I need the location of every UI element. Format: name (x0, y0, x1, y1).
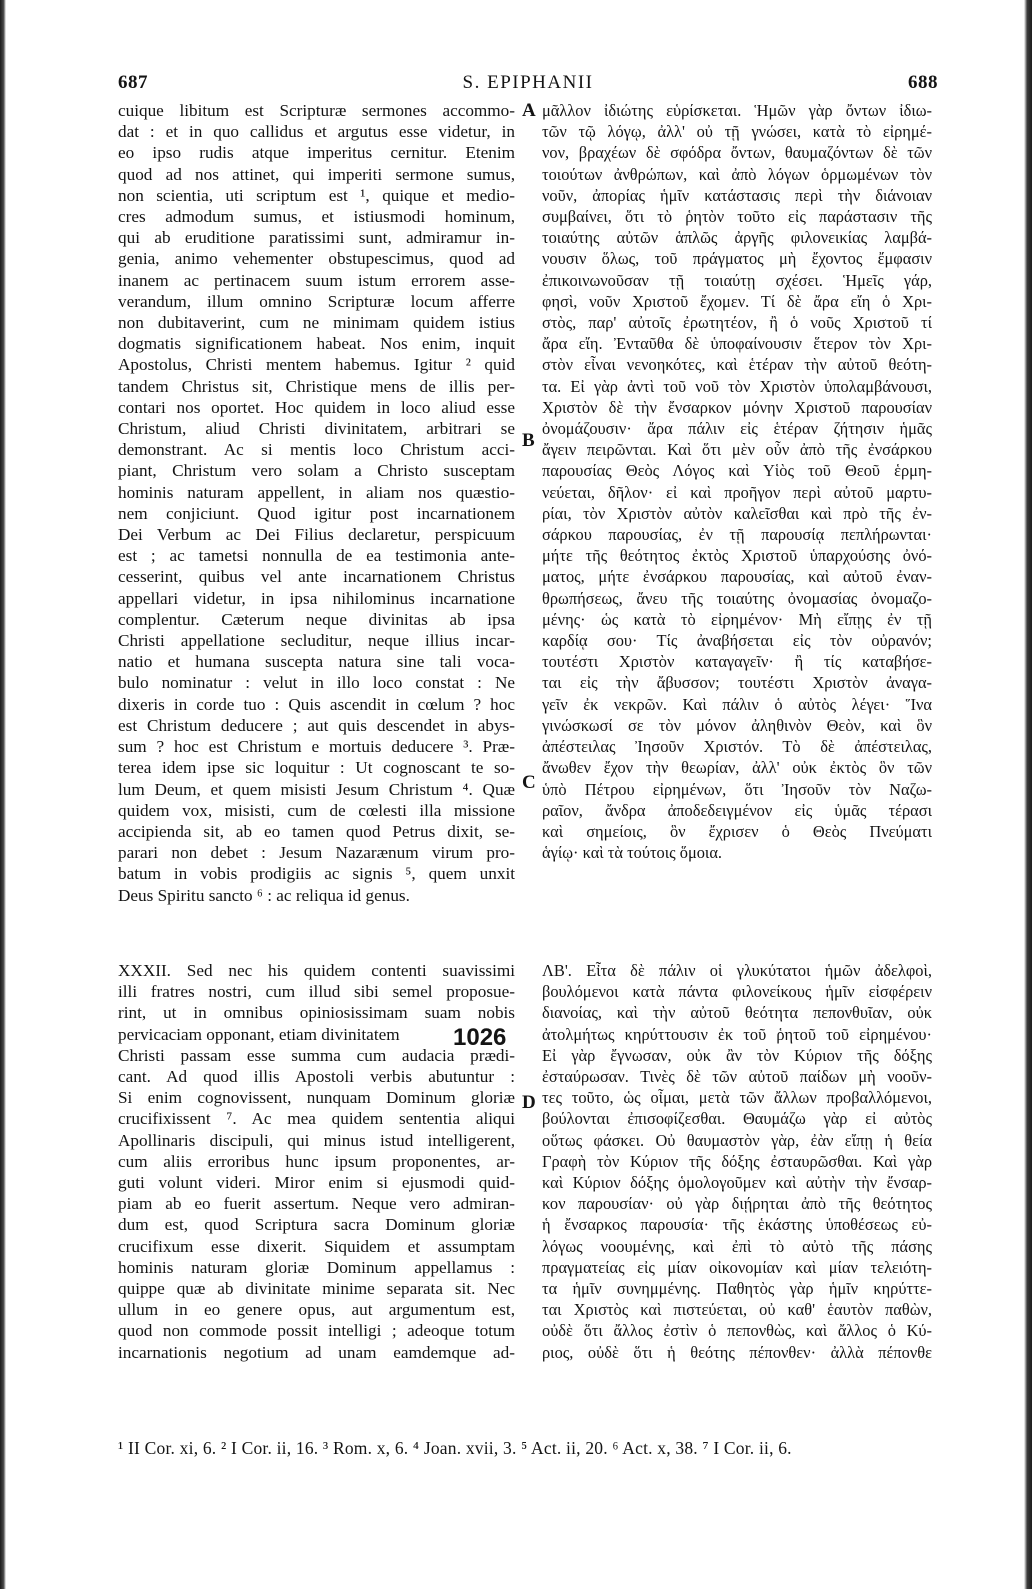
text-line: ἐσταύρωσαν. Τινὲς δὲ τῶν αὐτοῦ παίδων μὴ νοοῦν- (542, 1067, 932, 1087)
text-line: non scientia, uti scriptum est ¹, quique et medio- (118, 185, 515, 205)
text-line: βουλόμενοι κατὰ πάντα φιλονείκους ἡμῖν εἰσφέρειν (542, 982, 932, 1002)
latin-column-top (118, 100, 515, 906)
text-line: σάρκου παρουσίας, ἐν τῇ παρουσίᾳ πεπλήρωνται· (542, 525, 932, 545)
text-line: non dubitaverint, cum ne minimam quidem istius (118, 313, 515, 333)
text-line: λόγως νοουμένης, καὶ ἐπὶ τὸ αὐτὸ τῆς πάσης (542, 1236, 932, 1256)
text-line: συμβαίνει, ὅτι τὸ ῥητὸν τοῦτο εἰς παράστασιν τῆς (542, 207, 932, 227)
text-line: οὕτως φάσκει. Οὐ θαυμαστὸν γὰρ, ἐὰν εἴπῃ ἡ θεία (542, 1130, 932, 1150)
text-line: cum aliis erroribus hunc ipsum proponentes, ar- (118, 1151, 515, 1171)
text-line: appellari videtur, in ipsa nihilominus incarnatione (118, 588, 515, 608)
text-line: φησὶ, νοῦν Χριστοῦ ἔχομεν. Τί δὲ ἄρα εἴη ὁ Χρι- (542, 291, 932, 311)
text-line: incarnationis negotium ad unam eamdemque ad- (118, 1342, 515, 1362)
text-line: XXXII. Sed nec his quidem contenti suavissimi (118, 961, 515, 980)
text-line: cres admodum sumus, et istiusmodi hominum, (118, 207, 515, 227)
text-line: Apostolus, Christi mentem habemus. Igitur ² quid (118, 355, 515, 375)
text-line: genia, animo vehementer obstupescimus, quod ad (118, 249, 515, 269)
text-line: cant. Ad quod illis Apostoli verbis abutuntur : (118, 1067, 515, 1087)
text-line: Christi passam esse summa cum audacia prædi- (118, 1045, 515, 1065)
text-line: hominis naturam gloriæ Dominum appellamus : (118, 1257, 515, 1277)
text-line: est ; ac tametsi nonnulla de ea testimonia ante- (118, 546, 515, 566)
margin-marker-c: C (522, 772, 536, 793)
text-line: Γραφὴ τὸν Κύριον τῆς δόξης ἐσταυρῶσθαι. Καὶ γὰρ (542, 1151, 932, 1171)
text-line: μένης· ὡς κατὰ τὸ εἰρημένον· Μὴ εἴπῃς ἐν τῇ (542, 609, 932, 629)
text-line: ἀτολμήτως κηρύττουσιν ἐκ τοῦ ῥητοῦ τοῦ εἰρημένου· (542, 1024, 932, 1044)
text-line: νοῦν, ἀπορίας ἡμῖν κατάστασις περὶ τὴν διάνοιαν (542, 185, 932, 205)
text-line: Εἰ γὰρ ἔγνωσαν, οὐκ ἂν τὸν Κύριον τῆς δόξης (542, 1045, 932, 1065)
text-line: hominis naturam appellent, in aliam nos quæstio- (118, 482, 515, 502)
text-line: dogmatis significationem habeat. Nos enim, inquit (118, 334, 515, 354)
greek-column-top (542, 100, 932, 863)
text-line: Χριστὸν δὲ τὴν ἔνσαρκον μόνην Χριστοῦ παρουσίαν (542, 397, 932, 417)
text-line: quippe quæ ab divinitate minime separata sit. Nec (118, 1279, 515, 1299)
text-line: quidem vox, misisti, cum de cœlesti illa missione (118, 800, 515, 820)
text-line: Christum, aliud Christi divinitatem, arbitrari se (118, 419, 515, 439)
footnotes: ¹ II Cor. xi, 6. ² I Cor. ii, 16. ³ Rom. x, 6. ⁴ Joan. xvii, 3. ⁵ Act. ii, 20. ⁶ Act. x, 38. ⁷ I Cor. ii, 6. (118, 1438, 792, 1458)
text-line: μᾶλλον ἰδιώτης εὑρίσκεται. Ἡμῶν γὰρ ὄντων ἰδιω- (542, 101, 932, 120)
latin-column-bottom (118, 960, 515, 1363)
text-line: guti volunt videri. Miror enim si ejusmodi quid- (118, 1173, 515, 1193)
text-line: demonstrant. Ac si mentis loco Christum acci- (118, 440, 515, 460)
text-line: quod non commode possit intelligi ; adeoque totum (118, 1321, 515, 1341)
text-line: verandum, illum omnino Scripturæ locum afferre (118, 291, 515, 311)
text-line: ὀνομάζουσιν· ἄρα πάλιν εἰς ἑτέραν ζήτησιν ἡμᾶς (542, 419, 932, 439)
text-line: cuique libitum est Scripturæ sermones accommo- (118, 101, 515, 120)
text-line: Apollinaris discipuli, qui minus istud intelligerent, (118, 1130, 515, 1150)
text-line: ἀπέστειλας Ἰησοῦν Χριστόν. Τὸ δὲ ἀπέστειλας, (542, 737, 932, 757)
text-line: οὐδὲ ὅτι ἄλλος ἐστὶν ὁ πεπονθὼς, καὶ ἄλλος ὁ Κύ- (542, 1321, 932, 1341)
scan-shadow-left (0, 0, 6, 1589)
text-line: τες τοῦτο, ὡς οἶμαι, μετὰ τῶν ἄλλων προβαλλόμενοι, (542, 1088, 932, 1108)
text-line: πραγματείας εἰς μίαν οἰκονομίαν καὶ μίαν τελειότη- (542, 1257, 932, 1277)
text-line: Deus Spiritu sancto ⁶ : ac reliqua id genus. (118, 885, 410, 905)
text-line: ριος, οὐδὲ ὅτι ἡ θεότης πέπονθεν· ἀλλὰ πέπονθε (542, 1342, 932, 1362)
text-line: βούλονται ἐπισοφίζεσθαι. Θαυμάζω γὰρ εἰ αὐτὸς (542, 1109, 932, 1129)
text-line: tandem Christus sit, Christique mens de illis per- (118, 376, 515, 396)
margin-marker-a: A (522, 100, 536, 121)
text-line: ἄνωθεν ἔχον τὴν θεωρίαν, ἀλλ' οὐκ ἐκτὸς ὃν τῶν (542, 758, 932, 778)
text-line: Christi appellatione secluditur, neque illius incar- (118, 631, 515, 651)
text-line: ρίαι, τὸν Χριστὸν αὐτὸν καλεῖσθαι καὶ πρὸ τῆς ἐν- (542, 503, 932, 523)
running-header (118, 72, 938, 98)
text-line: ἡ ἔνσαρκος παρουσία· τῆς ἑκάστης ὑποθέσεως εὐ- (542, 1215, 932, 1235)
margin-marker-d: D (522, 1092, 536, 1113)
text-line: rint, ut in omnibus opiniosissimam suam nobis (118, 1003, 515, 1023)
greek-column-bottom (542, 960, 932, 1363)
text-line: μήτε τῆς θεότητος ἐκτὸς Χριστοῦ ὑπαρχούσης ὀνό- (542, 546, 932, 566)
text-line: στὸν εἶναι νενοηκότες, καὶ ἑτέραν τὴν αὐτοῦ θεότη- (542, 355, 932, 375)
text-line: dat : et in quo callidus et argutus esse videtur, in (118, 122, 515, 142)
text-line: illi fratres nostri, cum illud sibi semel proposue- (118, 982, 515, 1002)
text-line: dum est, quod Scriptura sacra Dominum gloriæ (118, 1215, 515, 1235)
text-line: διανοίας, καὶ τὴν αὐτοῦ θεότητα πεπονθυῖαν, οὐκ (542, 1003, 932, 1023)
text-line: est Christum deducere ; aut quis descendet in abys- (118, 715, 515, 735)
column-number: 1026 (453, 1024, 507, 1051)
text-line: cesserint, quibus vel ante incarnationem Christus (118, 567, 515, 587)
text-line: καὶ Κύριον δόξης ὁμολογοῦμεν καὶ αὐτὴν τὴν ἔνσαρ- (542, 1173, 932, 1193)
text-line: ἄγειν πειρῶνται. Καὶ ὅτι μὲν οὖν ἀπὸ τῆς ἐνσάρκου (542, 440, 932, 460)
text-line: nem conjiciunt. Quod igitur post incarnationem (118, 503, 515, 523)
text-line: γεῖν ἐκ νεκρῶν. Καὶ πάλιν ὁ αὐτὸς λέγει· Ἵνα (542, 694, 932, 714)
text-line: τουτέστι Χριστὸν καταγαγεῖν· ἢ τίς καταβήσε- (542, 652, 932, 672)
text-line: καὶ σημείοις, ὃν ἔχρισεν ὁ Θεὸς Πνεύματι (542, 821, 932, 841)
page-number-right: 688 (908, 72, 938, 93)
text-line: piant, Christum vero solam a Christo susceptam (118, 461, 515, 481)
scan-shadow-right (1024, 0, 1032, 1589)
page-number-left: 687 (118, 72, 148, 93)
text-line: ΛΒ'. Εἶτα δὲ πάλιν οἱ γλυκύτατοι ἡμῶν ἀδελφοὶ, (542, 961, 932, 980)
text-line: crucifixum esse dixerit. Siquidem et assumptam (118, 1236, 515, 1256)
text-line: natio et humana suscepta natura sine tali voca- (118, 652, 515, 672)
text-line: ἁγίῳ· καὶ τὰ τούτοις ὅμοια. (542, 843, 723, 863)
text-line: bulo nominatur : velut in illo loco constat : Ne (118, 673, 515, 693)
text-line: quod ad nos attinet, qui imperiti sermone sumus, (118, 164, 515, 184)
text-line: γινώσκωσί σε τὸν μόνον ἀληθινὸν Θεὸν, καὶ ὃν (542, 715, 932, 735)
running-title: S. EPIPHANII (462, 72, 594, 93)
text-line: στὸς, παρ' αὐτοῖς ἐρωτητέον, ἢ ὁ νοῦς Χριστοῦ τί (542, 313, 932, 333)
text-line: τοιούτων ἀνθρώπων, καὶ ἀπὸ λόγων ὁρμωμένων τὸν (542, 164, 932, 184)
text-line: lum Deum, et quem misisti Jesum Christum ⁴. Quæ (118, 779, 515, 799)
text-line: τα ἡμῖν συνημμένης. Παθητὸς γὰρ ἡμῖν κηρύττε- (542, 1279, 932, 1299)
text-line: crucifixissent ⁷. Ac mea quidem sententia aliqui (118, 1109, 515, 1129)
text-line: qui ab eruditione paratissimi sunt, admiramur in- (118, 228, 515, 248)
margin-marker-b: B (522, 430, 535, 451)
text-line: τοιαύτης αὐτῶν ἁπλῶς ἀργῆς φιλονεικίας λαμβά- (542, 228, 932, 248)
text-line: παρουσίας Θεὸς Λόγος καὶ Υἱὸς τοῦ Θεοῦ ἑρμη- (542, 461, 932, 481)
text-line: νον, βραχέων δὲ σφόδρα ὄντων, θαυμαζόντων δὲ τῶν (542, 143, 932, 163)
text-line: τῶν τῷ λόγῳ, ἀλλ' οὐ τῇ γνώσει, κατὰ τὸ εἰρημέ- (542, 122, 932, 142)
text-line: eo ipso rudis atque imperitus cernitur. Etenim (118, 143, 515, 163)
text-line: ται εἰς τὴν ἄβυσσον; τουτέστι Χριστὸν ἀναγα- (542, 673, 932, 693)
text-line: inanem ac pertinacem suum istum errorem asse- (118, 270, 515, 290)
text-line: καρδίᾳ σου· Τίς ἀναβήσεται εἰς τὸν οὐρανόν; (542, 631, 932, 651)
text-line: Si enim cognovissent, nunquam Dominum gloriæ (118, 1088, 515, 1108)
text-line: complentur. Cæterum neque divinitas ab ipsa (118, 609, 515, 629)
text-line: accipienda sit, ab eo tamen quod Petrus dixit, se- (118, 821, 515, 841)
text-line: θρωπήσεως, ἄνευ τῆς τοιαύτης ὀνομασίας ὀνομαζο- (542, 588, 932, 608)
text-line: ὑπὸ Πέτρου εἰρημένων, ὅτι Ἰησοῦν τὸν Ναζω- (542, 779, 932, 799)
text-line: dixeris in corde tuo : Quis ascendit in cœlum ? hoc (118, 694, 515, 714)
text-line: Dei Verbum ac Dei Filius declaretur, perspicuum (118, 525, 515, 545)
text-line: ραῖον, ἄνδρα ἀποδεδειγμένον εἰς ὑμᾶς τέρασι (542, 800, 932, 820)
text-line: κον παρουσίαν· οὐ γὰρ διῄρηται ἀπὸ τῆς θεότητος (542, 1194, 932, 1214)
text-line: τα. Εἰ γὰρ ἀντὶ τοῦ νοῦ τὸν Χριστὸν ὑπολαμβάνουσι, (542, 376, 932, 396)
text-line: ματος, μήτε ἐνσάρκου παρουσίας, καὶ αὐτοῦ ἐναν- (542, 567, 932, 587)
text-line: parari non debet : Jesum Nazarænum virum pro- (118, 843, 515, 863)
text-line: ται Χριστὸς καὶ πιστεύεται, οὐ καθ' ἑαυτὸν παθὼν, (542, 1300, 932, 1320)
text-line: sum ? hoc est Christum e mortuis deducere ³. Præ- (118, 737, 515, 757)
text-line: contari nos oportet. Hoc quidem in loco aliud esse (118, 397, 515, 417)
text-line: terea idem ipse sic loquitur : Ut cognoscant te so- (118, 758, 515, 778)
text-line: ullum in eo genere opus, aut argumentum est, (118, 1300, 515, 1320)
text-line: νουσιν ὅλως, τοῦ πράγματος μὴ ἔχοντος ἔμφασιν (542, 249, 932, 269)
text-line: ἐπικοινωνοῦσαν τῇ τοιαύτῃ σχέσει. Ἡμεῖς γάρ, (542, 270, 932, 290)
text-line: piam ab eo fuerit assertum. Neque vero admiran- (118, 1194, 515, 1214)
text-line: pervicaciam opponant, etiam divinitatem (118, 1024, 400, 1044)
text-line: νεύεται, δῆλον· εἰ καὶ προῆγον περὶ αὐτοῦ μαρτυ- (542, 482, 932, 502)
text-line: ἄρα εἴη. Ἐνταῦθα δὲ ὑποφαίνουσιν ἕτερον τὸν Χρι- (542, 334, 932, 354)
text-line: batum in vobis prodigiis ac signis ⁵, quem unxit (118, 864, 515, 884)
